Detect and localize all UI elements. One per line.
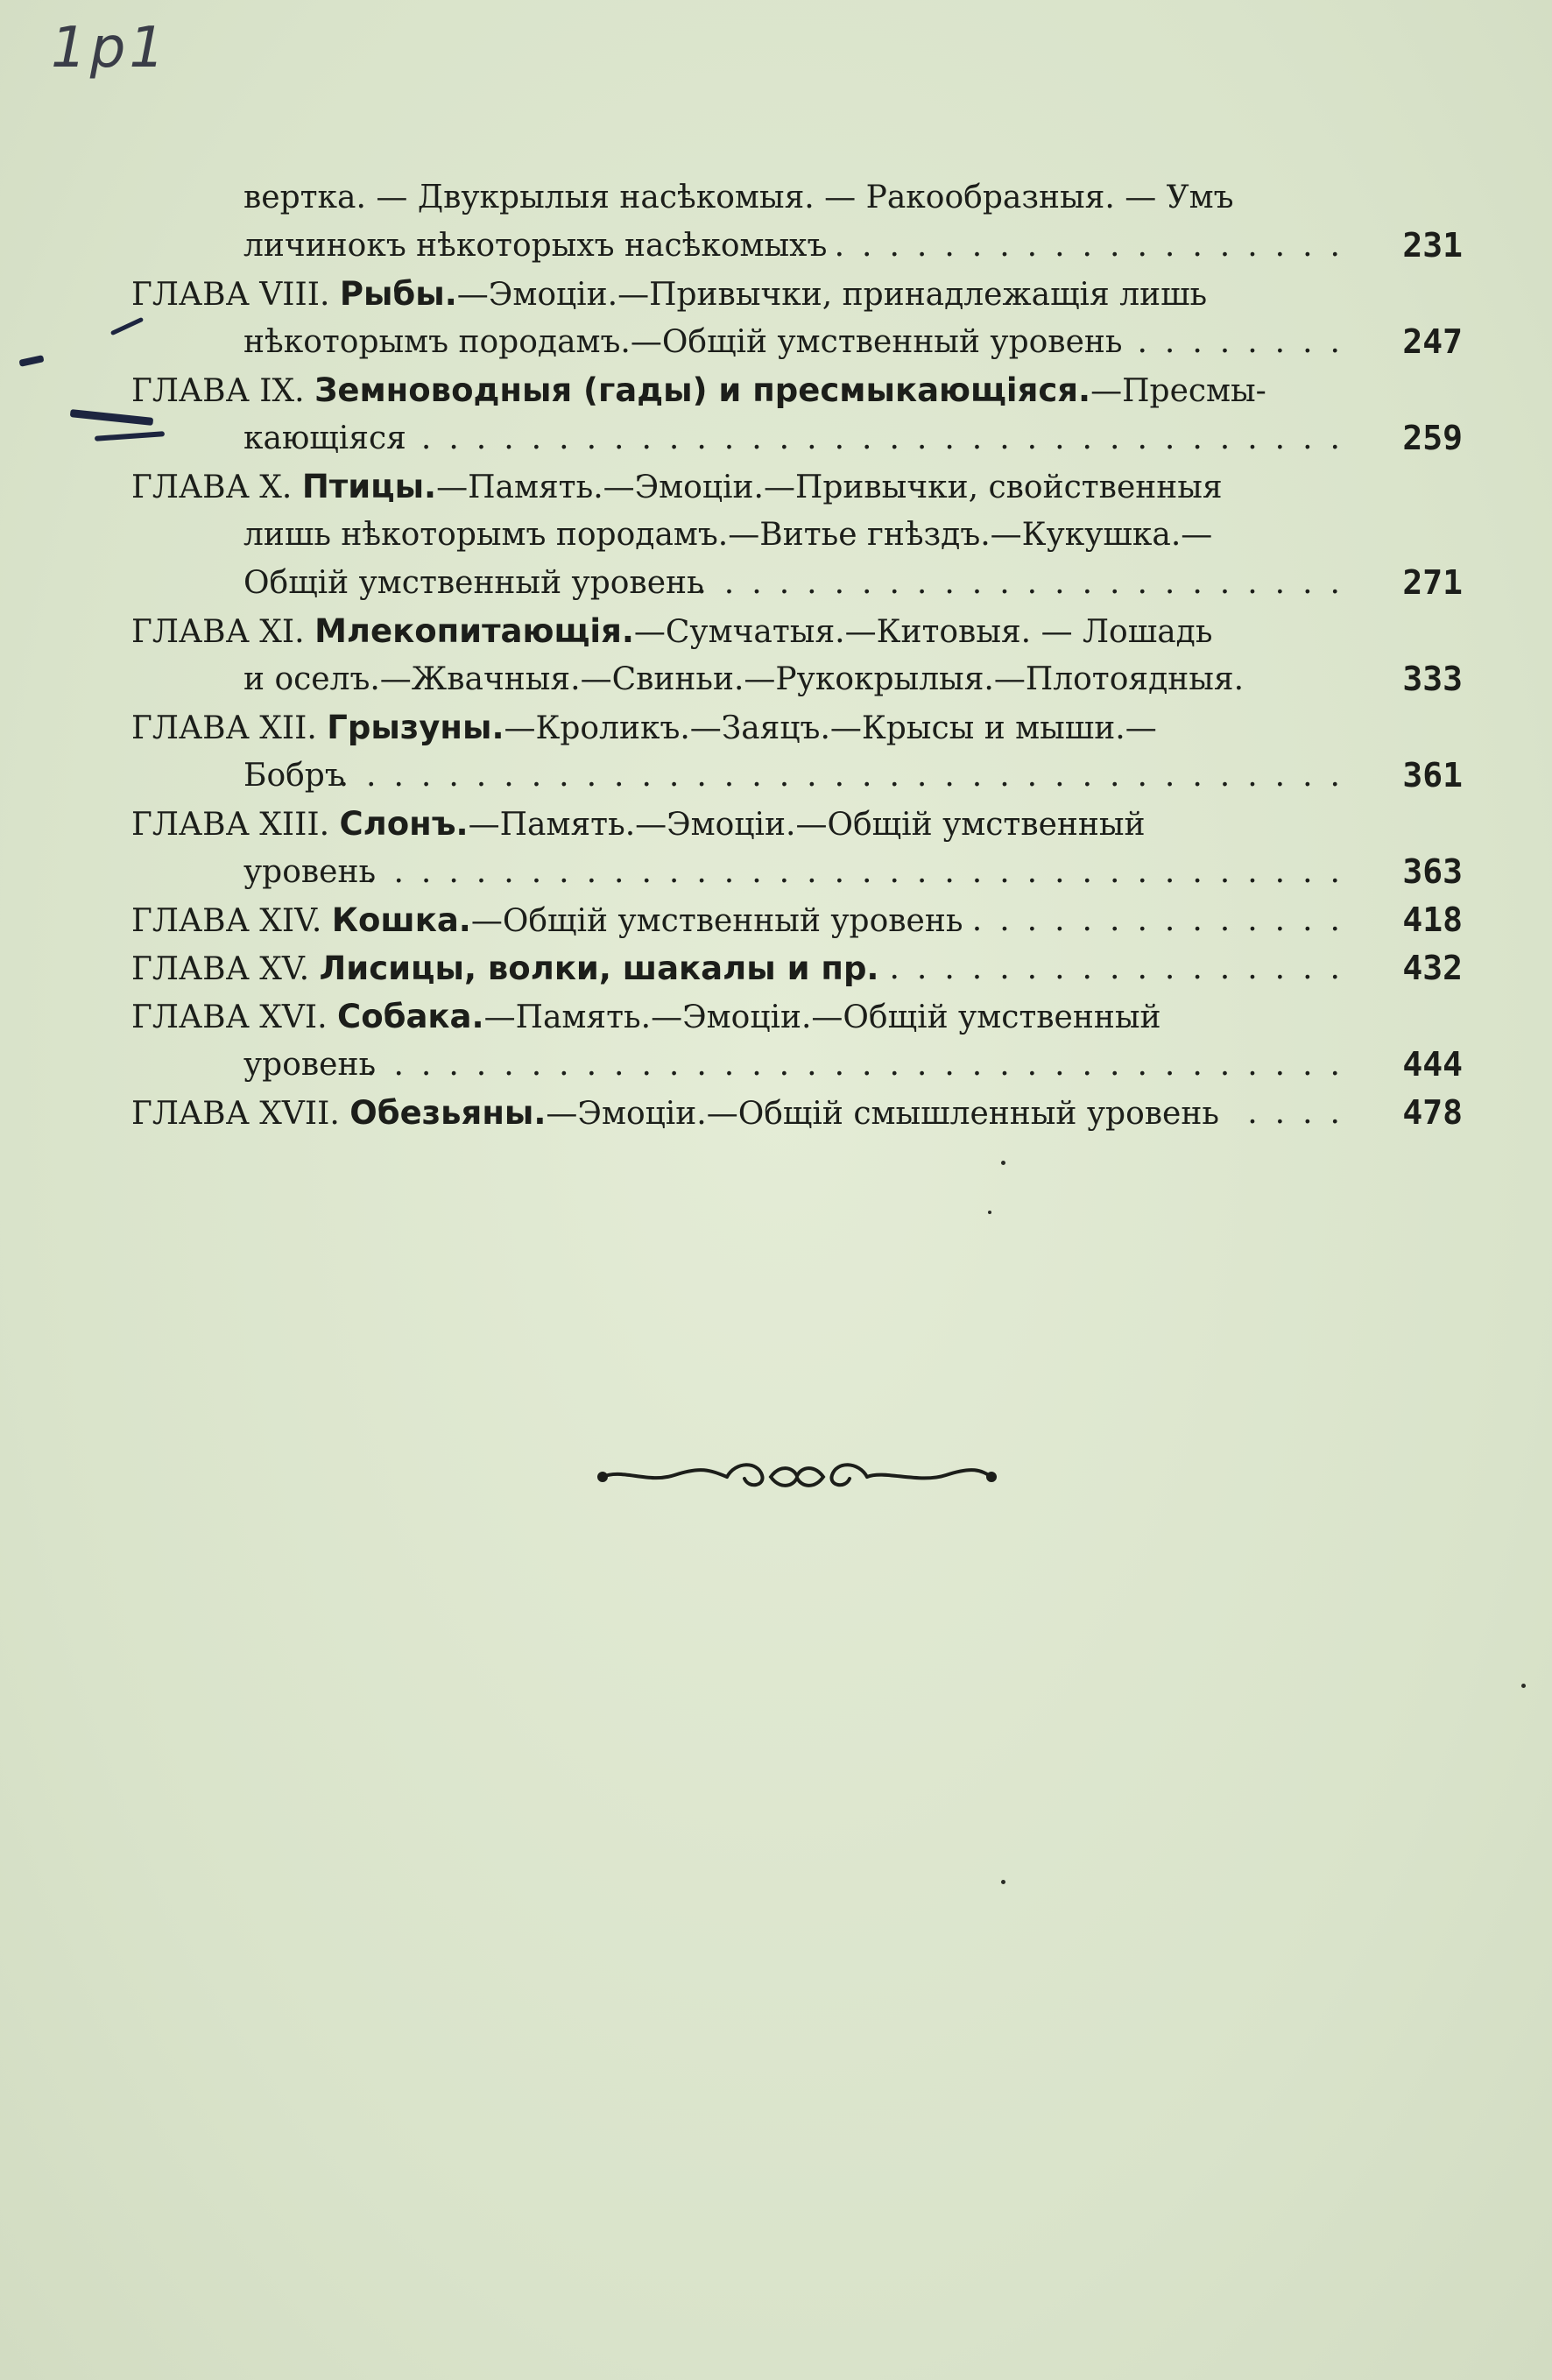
toc-entry-text: кающіяся [243, 420, 406, 456]
leader-dots: ..................................... [338, 758, 1358, 794]
leader-dots: .................................... [366, 854, 1358, 890]
chapter-subtopics: —Память.—Эмоціи.—Общій умственный [483, 999, 1161, 1035]
chapter-title: Рыбы. [339, 275, 457, 313]
speck [1001, 1880, 1005, 1884]
toc-line [131, 896, 1463, 944]
leader-dots: ................... [834, 228, 1358, 264]
toc-entry-text: вертка. — Двукрылыя насѣкомыя. — Ракообразныя. — Умъ [243, 180, 1234, 215]
chapter-subtopics: —Пресмы- [1090, 373, 1266, 409]
chapter-title: Млекопитающія. [314, 612, 634, 650]
chapter-number: ГЛАВА XV. [131, 951, 310, 987]
toc-line [131, 414, 1463, 463]
leader-dots: ................................... [393, 420, 1358, 456]
toc-entry-text [131, 366, 1266, 415]
chapter-number: ГЛАВА IX. [131, 373, 305, 409]
page-number: 418 [1402, 900, 1463, 939]
speck [1521, 1684, 1526, 1688]
speck [1001, 1161, 1005, 1165]
leader-dots: .............. [971, 902, 1358, 938]
page-number: 333 [1402, 660, 1463, 698]
chapter-title: Обезьяны. [349, 1094, 547, 1132]
chapter-number: ГЛАВА XIII. [131, 807, 330, 843]
chapter-number: ГЛАВА VIII. [131, 277, 330, 313]
chapter-title: Птицы. [301, 468, 437, 505]
page-number: 478 [1402, 1093, 1463, 1132]
toc-entry-text: и оселъ.—Жвачныя.—Свиньи.—Рукокрылыя.—Плотоядныя. [243, 661, 1245, 697]
toc-line [131, 173, 1463, 222]
leader-dots: ................. [889, 950, 1358, 986]
page-number: 247 [1402, 322, 1463, 361]
toc-entry-text [131, 463, 1223, 512]
toc-entry-text [131, 270, 1207, 319]
page-number: 432 [1402, 949, 1463, 987]
table-of-contents [131, 173, 1463, 1137]
toc-line [131, 800, 1463, 848]
toc-line [131, 655, 1463, 703]
toc-entry-text [131, 1089, 1219, 1138]
chapter-subtopics: —Эмоціи.—Привычки, принадлежащія лишь [456, 277, 1208, 313]
chapter-title: Лисицы, волки, шакалы и пр. [319, 950, 879, 987]
toc-line [131, 222, 1463, 270]
chapter-number: ГЛАВА XVI. [131, 999, 328, 1035]
toc-entry-text [131, 944, 878, 993]
toc-line [131, 511, 1463, 559]
chapter-subtopics: —Память.—Эмоціи.—Общій умственный [468, 807, 1146, 843]
toc-entry-text [131, 607, 1212, 656]
chapter-title: Собака. [337, 998, 484, 1035]
page-number: 363 [1402, 852, 1463, 891]
chapter-title: Кошка. [331, 901, 471, 939]
toc-line [131, 1041, 1463, 1089]
leader-dots: .................................... [366, 1047, 1358, 1083]
leader-dots: ........ [1137, 324, 1358, 360]
leader-dots: ........................ [696, 565, 1358, 601]
toc-entry-text: Общій умственный уровень [243, 565, 704, 601]
ink-mark-1 [18, 355, 44, 367]
chapter-number: ГЛАВА XII. [131, 710, 317, 746]
chapter-subtopics: —Эмоціи.—Общій смышленный уровень [546, 1096, 1219, 1132]
toc-line [131, 270, 1463, 318]
page-number: 361 [1402, 756, 1463, 795]
chapter-number: ГЛАВА XI. [131, 614, 305, 650]
page-number: 231 [1402, 226, 1463, 265]
chapter-subtopics: —Кроликъ.—Заяцъ.—Крысы и мыши.— [504, 710, 1157, 746]
toc-line [131, 703, 1463, 752]
toc-line [131, 463, 1463, 511]
handwritten-shelfmark: 1р1 [51, 16, 169, 81]
toc-entry-text: Бобръ [243, 758, 345, 794]
page-number: 271 [1402, 563, 1463, 602]
chapter-subtopics: —Память.—Эмоціи.—Привычки, свойственныя [436, 470, 1223, 505]
toc-line [131, 752, 1463, 800]
page-number: 444 [1402, 1045, 1463, 1084]
toc-entry-text: уровень [243, 854, 377, 890]
toc-entry-text [131, 896, 963, 945]
toc-line [131, 607, 1463, 655]
toc-line [131, 559, 1463, 607]
toc-entry-text [131, 992, 1161, 1042]
toc-entry-text: уровень [243, 1047, 377, 1083]
toc-entry-text: личинокъ нѣкоторыхъ насѣкомыхъ [243, 228, 828, 264]
toc-entry-text: лишь нѣкоторымъ породамъ.—Витье гнѣздъ.—Кукушка.— [243, 517, 1213, 553]
chapter-number: ГЛАВА XIV. [131, 903, 322, 939]
chapter-number: ГЛАВА X. [131, 470, 293, 505]
toc-line [131, 992, 1463, 1041]
chapter-title: Земноводныя (гады) и пресмыкающіяся. [314, 371, 1091, 409]
leader-dots: .... [1247, 1095, 1358, 1131]
toc-line [131, 1089, 1463, 1137]
toc-line [131, 848, 1463, 896]
toc-line [131, 318, 1463, 366]
toc-line [131, 944, 1463, 992]
chapter-title: Слонъ. [339, 805, 469, 843]
toc-entry-text: нѣкоторымъ породамъ.—Общій умственный уровень [243, 324, 1123, 360]
toc-entry-text [131, 800, 1146, 849]
chapter-subtopics: —Общій умственный уровень [470, 903, 963, 939]
flourish-ornament [596, 1454, 998, 1498]
chapter-title: Грызуны. [327, 709, 504, 746]
page-number: 259 [1402, 419, 1463, 457]
toc-line [131, 366, 1463, 414]
toc-entry-text [131, 703, 1157, 752]
chapter-subtopics: —Сумчатыя.—Китовыя. — Лошадь [633, 614, 1213, 650]
speck [988, 1211, 991, 1214]
chapter-number: ГЛАВА XVII. [131, 1096, 340, 1132]
